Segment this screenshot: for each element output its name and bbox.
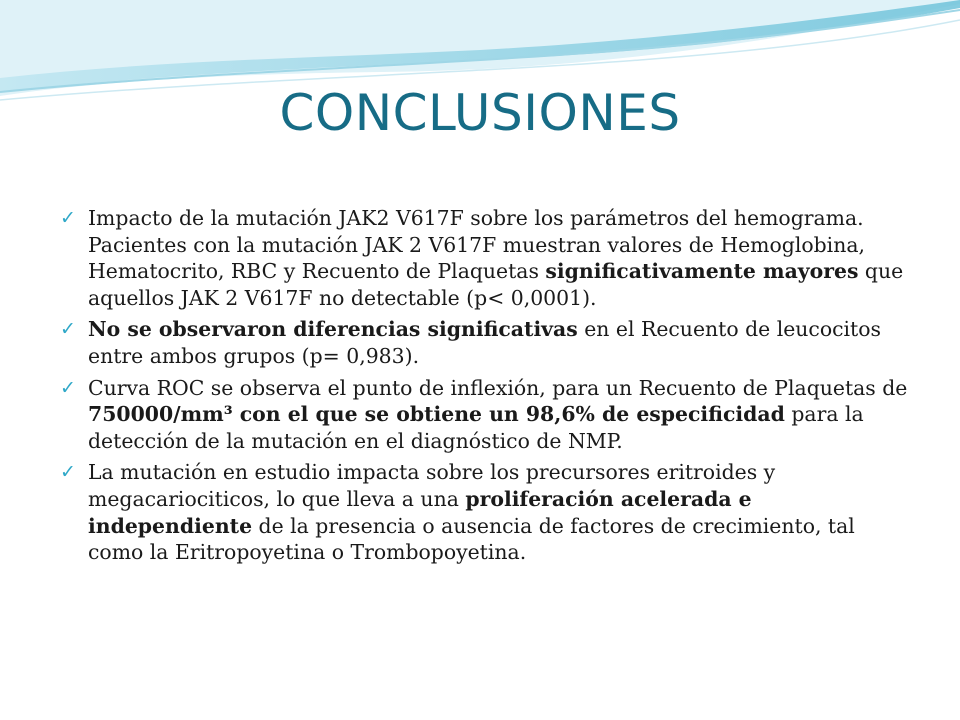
bullet-text: Curva ROC se observa el punto de inflexión, para un Recuento de Plaquetas de — [88, 375, 908, 400]
check-icon: ✓ — [60, 461, 76, 484]
conclusions-list — [60, 205, 908, 571]
bullet-text: en el Recuento de leucocitos entre ambos grupos (p= 0,983). — [88, 317, 881, 368]
bullet-bold-text: proliferación acelerada e independiente — [88, 486, 752, 538]
check-icon: ✓ — [60, 207, 76, 229]
check-icon: ✓ — [60, 318, 76, 341]
bullet-text: de la presencia o ausencia de factores de crecimiento, tal como la Eritropoyetina o Trombopoyetina. — [88, 513, 855, 565]
bullet-text: para la detección de la mutación en el diagnóstico de NMP. — [88, 402, 864, 453]
bullet-item — [60, 316, 908, 369]
slide-title: CONCLUSIONES — [279, 84, 681, 142]
bullet-text: que aquellos JAK 2 V617F no detectable (p< 0,0001). — [88, 259, 904, 310]
bullet-bold-text: significativamente mayores — [545, 259, 859, 284]
bullet-item — [60, 375, 908, 455]
bullet-bold-text: 750000/mm³ con el que se obtiene un 98,6% de especificidad — [88, 402, 785, 427]
bullet-bold-text: No se observaron diferencias significativas — [88, 317, 578, 342]
bullet-item — [60, 459, 908, 565]
bullet-item — [60, 205, 908, 311]
bullet-text: La mutación en estudio impacta sobre los precursores eritroides y megacariociticos, lo que lleva a una — [88, 460, 776, 511]
bullet-text: Impacto de la mutación JAK2 V617F sobre los parámetros del hemograma. Pacientes con la mutación JAK 2 V617F muestran valores de Hemoglobina, Hematocrito, RBC y Recuento de Plaquetas — [88, 206, 865, 284]
check-icon: ✓ — [60, 376, 76, 399]
